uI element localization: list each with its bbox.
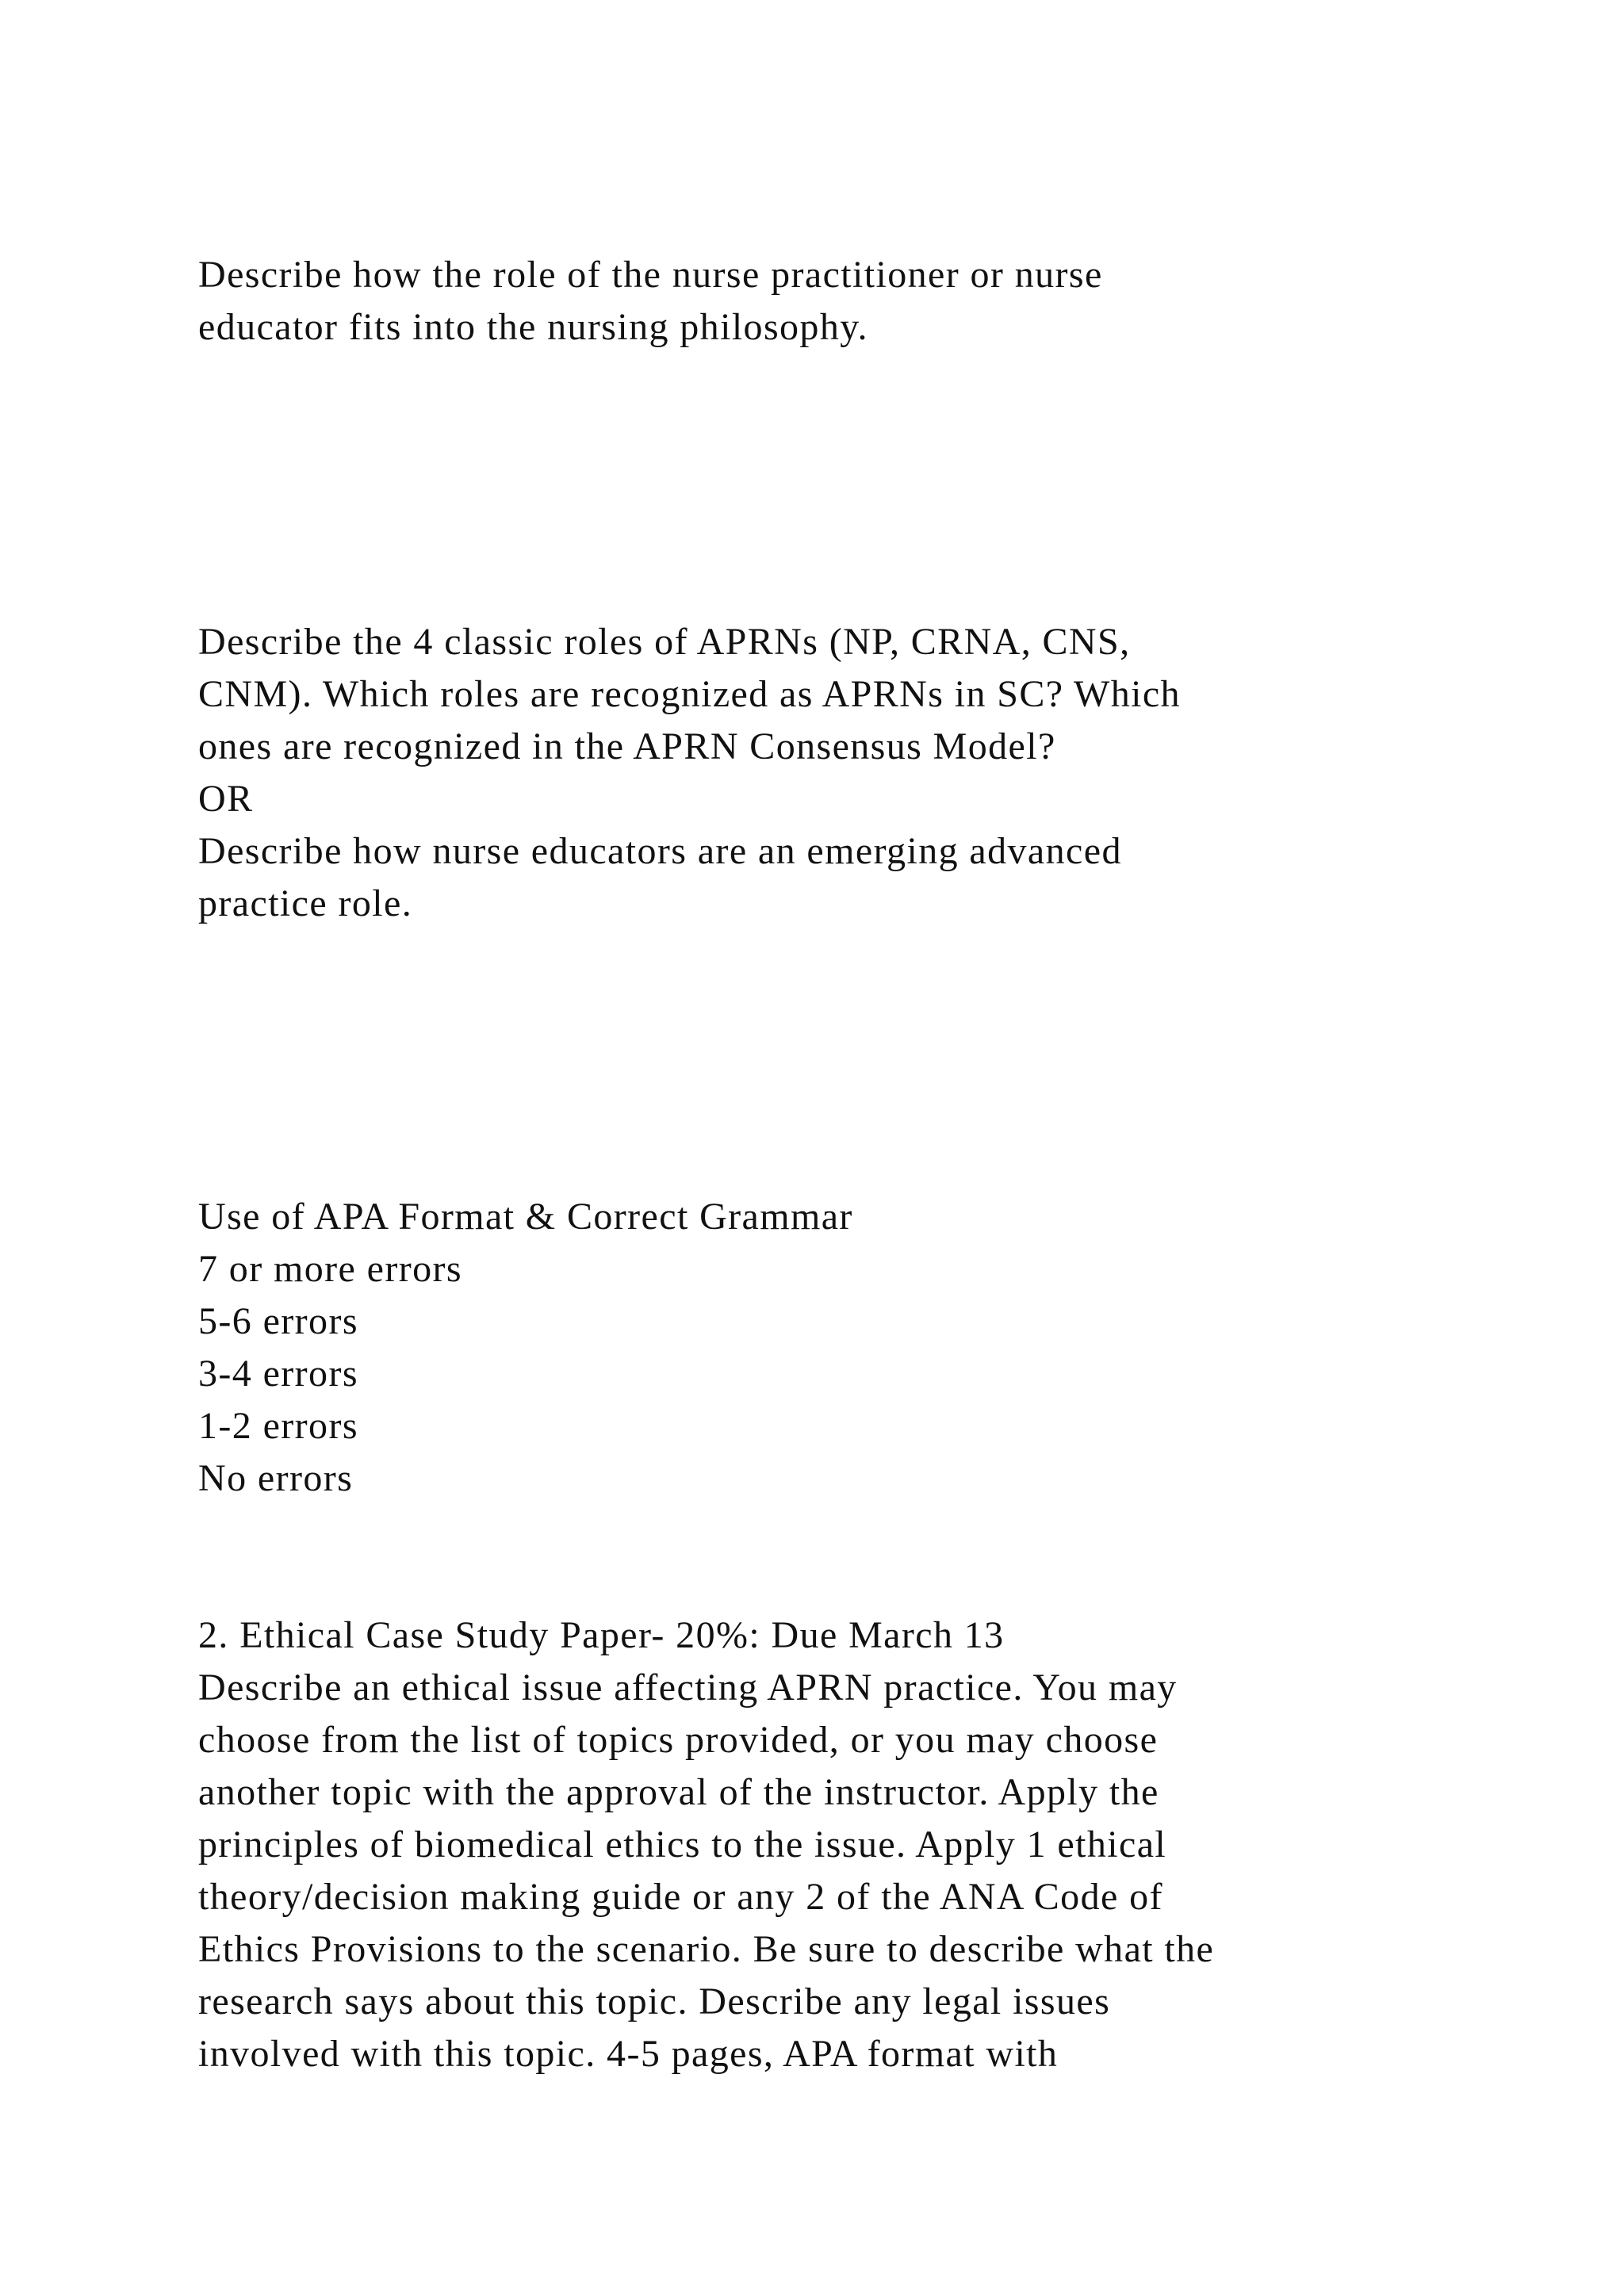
paragraph-line: theory/decision making guide or any 2 of the ANA Code of	[198, 1876, 1163, 1918]
rubric-level: 5-6 errors	[198, 1300, 358, 1342]
rubric-level: 3-4 errors	[198, 1353, 358, 1395]
paragraph-line: practice role.	[198, 882, 413, 924]
paragraph-line: Describe an ethical issue affecting APRN practice. You may	[198, 1667, 1178, 1709]
paragraph-line: Describe the 4 classic roles of APRNs (NP, CRNA, CNS,	[198, 621, 1131, 663]
paragraph-line: Ethics Provisions to the scenario. Be sure to describe what the	[198, 1928, 1215, 1970]
paragraph-line: CNM). Which roles are recognized as APRNs in SC? Which	[198, 673, 1181, 715]
paragraph-line: research says about this topic. Describe any legal issues	[198, 1980, 1111, 2022]
or-separator: OR	[198, 778, 254, 820]
paragraph-line: Describe how nurse educators are an emerging advanced	[198, 830, 1122, 872]
rubric-level: 1-2 errors	[198, 1405, 358, 1447]
rubric-heading: Use of APA Format & Correct Grammar	[198, 1196, 853, 1238]
paragraph-line: choose from the list of topics provided, or you may choose	[198, 1719, 1159, 1761]
paragraph-line: another topic with the approval of the instructor. Apply the	[198, 1771, 1159, 1813]
paragraph-line: ones are recognized in the APRN Consensus Model?	[198, 725, 1056, 767]
rubric-level: 7 or more errors	[198, 1248, 462, 1290]
paragraph-line: involved with this topic. 4-5 pages, APA format with	[198, 2033, 1059, 2075]
paragraph-line: Describe how the role of the nurse practitioner or nurse	[198, 254, 1103, 296]
paragraph-line: educator fits into the nursing philosophy.	[198, 306, 868, 348]
assignment-heading: 2. Ethical Case Study Paper- 20%: Due March 13	[198, 1614, 1005, 1656]
paragraph-line: principles of biomedical ethics to the issue. Apply 1 ethical	[198, 1823, 1167, 1866]
rubric-level: No errors	[198, 1457, 354, 1499]
